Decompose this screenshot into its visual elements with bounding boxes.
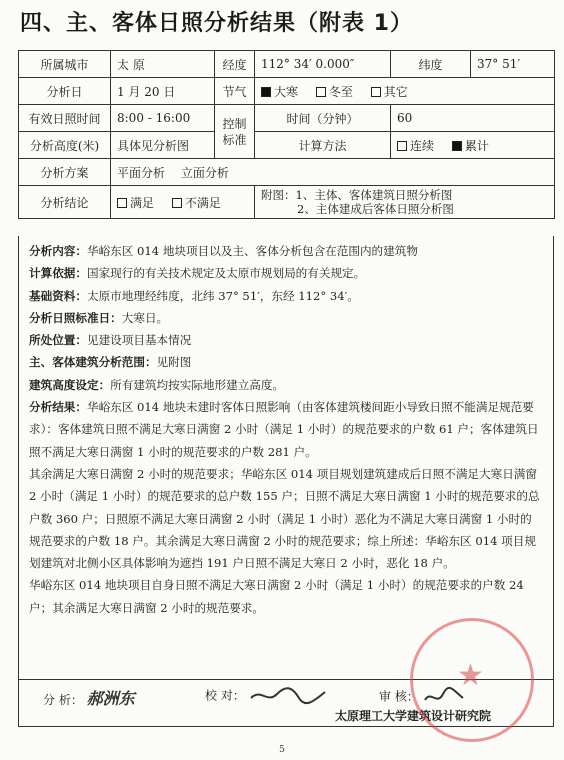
reviewer-label: 审 核： <box>379 689 419 704</box>
content-text: 太原市地理经纬度，北纬 37° 51′，东经 112° 34′。 <box>86 288 359 303</box>
content-paragraph <box>29 262 543 284</box>
checkbox-icon-not-satisfied <box>172 198 182 208</box>
content-paragraph <box>29 285 543 307</box>
latitude-value: 37° 51′ <box>471 51 555 78</box>
content-label: 主、客体建筑分析范围： <box>29 355 157 370</box>
checker-label: 校 对： <box>205 688 245 703</box>
calc-options <box>391 132 555 159</box>
content-label: 分析日照标准日： <box>29 310 122 325</box>
conclusion-not-satisfied: 不满足 <box>184 195 221 210</box>
content-paragraph <box>29 574 543 619</box>
content-paragraph <box>29 374 543 396</box>
valid-time-value: 8:00 - 16:00 <box>111 105 215 132</box>
city-value: 太 原 <box>111 51 215 78</box>
page-number: 5 <box>279 745 285 755</box>
conclusion-satisfied: 满足 <box>130 195 155 210</box>
attachments <box>255 186 555 219</box>
content-label: 基础资料： <box>29 288 87 303</box>
content-label: 建筑高度设定： <box>29 377 111 392</box>
checkbox-icon-satisfied <box>117 198 127 208</box>
analyst-label: 分 析： <box>43 693 83 707</box>
analyst-row <box>43 686 135 709</box>
content-paragraph <box>29 351 543 373</box>
content-text: 华峪东区 014 地块项目以及主、客体分析包含在范围内的建筑物 <box>86 244 418 258</box>
content-text: 所有建筑均按实际地形建立高度。 <box>110 377 285 392</box>
checkbox-icon-dongzhi <box>316 87 326 97</box>
solar-term-qita: 其它 <box>383 84 408 99</box>
minutes-label: 时间（分钟） <box>255 105 391 132</box>
solar-term-options <box>255 78 555 105</box>
checkbox-icon-dahan <box>261 87 271 97</box>
solar-term-dongzhi: 冬至 <box>328 84 353 99</box>
height-value: 具体见分析图 <box>111 132 215 159</box>
calc-continuous: 连续 <box>410 138 435 153</box>
content-label: 分析结果： <box>29 400 87 415</box>
content-text: 见附图 <box>156 355 192 370</box>
attachment-line-1: 附图：1、主体、客体建筑日照分析图 <box>261 188 453 202</box>
content-paragraph <box>29 307 543 329</box>
conclusion-options <box>111 186 255 219</box>
official-seal-icon <box>410 618 534 742</box>
seal-star-icon: ★ <box>457 658 484 693</box>
solar-term-dahan: 大寒 <box>274 84 299 99</box>
attachment-line-2: 2、主体建成后客体日照分析图 <box>297 202 454 216</box>
longitude-label: 经度 <box>215 51 255 78</box>
content-label: 计算依据： <box>29 266 87 281</box>
content-paragraph <box>29 463 543 574</box>
checkbox-icon-qita <box>371 87 381 97</box>
content-text: 国家现行的有关技术规定及太原市规划局的有关规定。 <box>86 266 366 281</box>
scheme-label: 分析方案 <box>19 159 111 186</box>
content-label: 所处位置： <box>29 333 87 348</box>
checker-row <box>205 686 329 706</box>
calc-cumulative: 累计 <box>464 138 489 153</box>
latitude-label: 纬度 <box>391 51 471 78</box>
page-title: 四、主、客体日照分析结果（附表 1） <box>20 11 413 36</box>
longitude-value: 112° 34′ 0.000″ <box>255 51 391 78</box>
analyst-signature: 郝洲东 <box>86 689 135 708</box>
content-text: 华峪东区 014 地块未建时客体日照影响（由客体建筑楼间距小导致日照不能满足规范要求）：客体建筑日照不满足大寒日满窗 2 小时（满足 1 小时）的规范要求的户数 61 户；客体建筑日照不满足大寒日满窗 1 小时的规范要求的户数 281 户。 <box>29 400 539 459</box>
content-text: 其余满足大寒日满窗 2 小时的规范要求；华峪东区 014 项目规划建筑建成后日照不满足大寒日满窗 2 小时（满足 1 小时）的规范要求的总户数 155 户；日照不满足大寒日满窗 1 小时的规范要求的总户数 360 户；日照原不满足大寒日满窗 2 小时（满足 1 小时）恶化为不满足大寒日满窗 1 小时的规范要求的户数 18 户。其余满足大寒日满窗 2 小时的规范要求；综上所述：华峪东区 014 项目规划建筑对北侧小区具体影响为遮挡 191 户日照不满足大寒日 2 小时，恶化 18 户。 <box>29 466 540 571</box>
content-paragraph <box>29 396 543 463</box>
date-label: 分析日 <box>19 78 111 105</box>
minutes-value: 60 <box>391 105 555 132</box>
date-value: 1 月 20 日 <box>111 78 215 105</box>
calc-label: 计算方法 <box>255 132 391 159</box>
institute-name: 太原理工大学建筑设计研究院 <box>335 709 492 723</box>
solar-term-label: 节气 <box>215 78 255 105</box>
checkbox-icon-continuous <box>397 141 407 151</box>
checker-signature-icon <box>249 686 329 706</box>
scheme-value: 平面分析 立面分析 <box>111 159 555 186</box>
analysis-content <box>18 236 554 680</box>
content-text: 见建设项目基本情况 <box>86 333 192 348</box>
conclusion-label: 分析结论 <box>19 186 111 219</box>
valid-time-label: 有效日照时间 <box>19 105 111 132</box>
control-label: 控制标准 <box>215 105 255 159</box>
content-paragraph <box>29 240 543 262</box>
content-text: 华峪东区 014 地块项目自身日照不满足大寒日满窗 2 小时（满足 1 小时）的规范要求的户数 24 户；其余满足大寒日满窗 2 小时的规范要求。 <box>29 578 524 615</box>
info-form-table <box>18 50 555 219</box>
checkbox-icon-cumulative <box>452 141 462 151</box>
content-paragraph <box>29 329 543 351</box>
height-label: 分析高度(米) <box>19 132 111 159</box>
city-label: 所属城市 <box>19 51 111 78</box>
content-label: 分析内容： <box>29 244 87 258</box>
content-text: 大寒日。 <box>121 310 169 325</box>
